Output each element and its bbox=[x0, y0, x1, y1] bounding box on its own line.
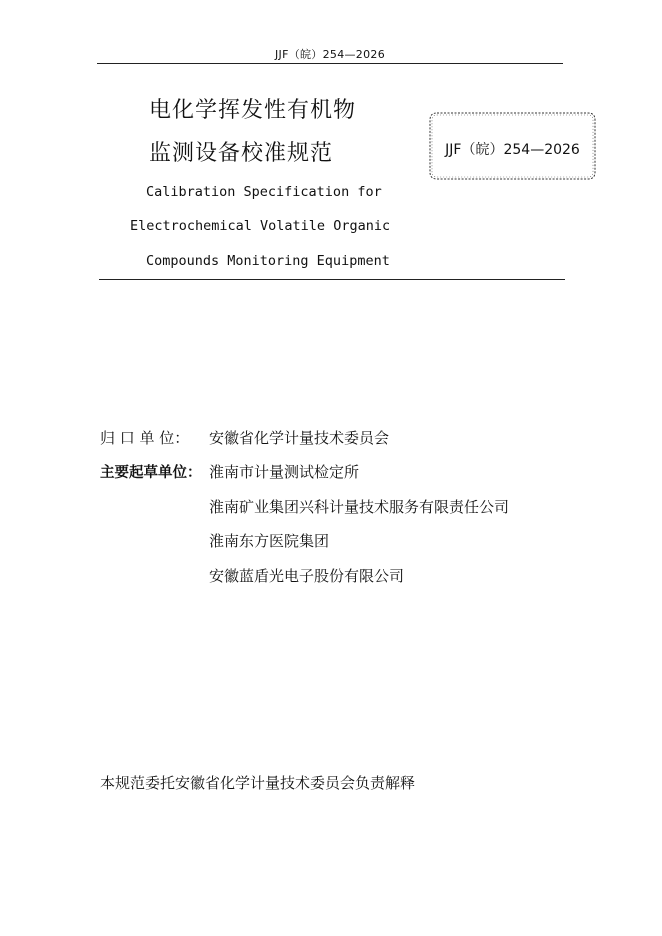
drafting-unit-3: 淮南东方医院集团 bbox=[209, 532, 330, 550]
title-cn-line2: 监测设备校准规范 bbox=[149, 141, 334, 166]
standard-code: JJF（皖）254—2026 bbox=[445, 142, 580, 158]
title-en-line3: Compounds Monitoring Equipment bbox=[146, 253, 390, 269]
title-cn-line1: 电化学挥发性有机物 bbox=[149, 98, 357, 123]
responsible-unit-value: 安徽省化学计量技术委员会 bbox=[209, 429, 390, 447]
standard-code-box bbox=[427, 110, 598, 182]
drafting-units-label: 主要起草单位： bbox=[100, 465, 202, 481]
header-rule bbox=[97, 63, 563, 64]
drafting-unit-4: 安徽蓝盾光电子股份有限公司 bbox=[209, 567, 405, 585]
interpretation-note: 本规范委托安徽省化学计量技术委员会负责解释 bbox=[100, 774, 416, 792]
title-rule bbox=[99, 279, 565, 280]
running-header: JJF（皖）254—2026 bbox=[274, 48, 385, 61]
drafting-unit-2: 淮南矿业集团兴科计量技术服务有限责任公司 bbox=[209, 498, 510, 516]
drafting-unit-1: 淮南市计量测试检定所 bbox=[209, 463, 360, 481]
responsible-unit-label: 归 口 单 位： bbox=[100, 429, 190, 447]
title-en-line2: Electrochemical Volatile Organic bbox=[130, 218, 391, 234]
title-en-line1: Calibration Specification for bbox=[146, 184, 382, 200]
